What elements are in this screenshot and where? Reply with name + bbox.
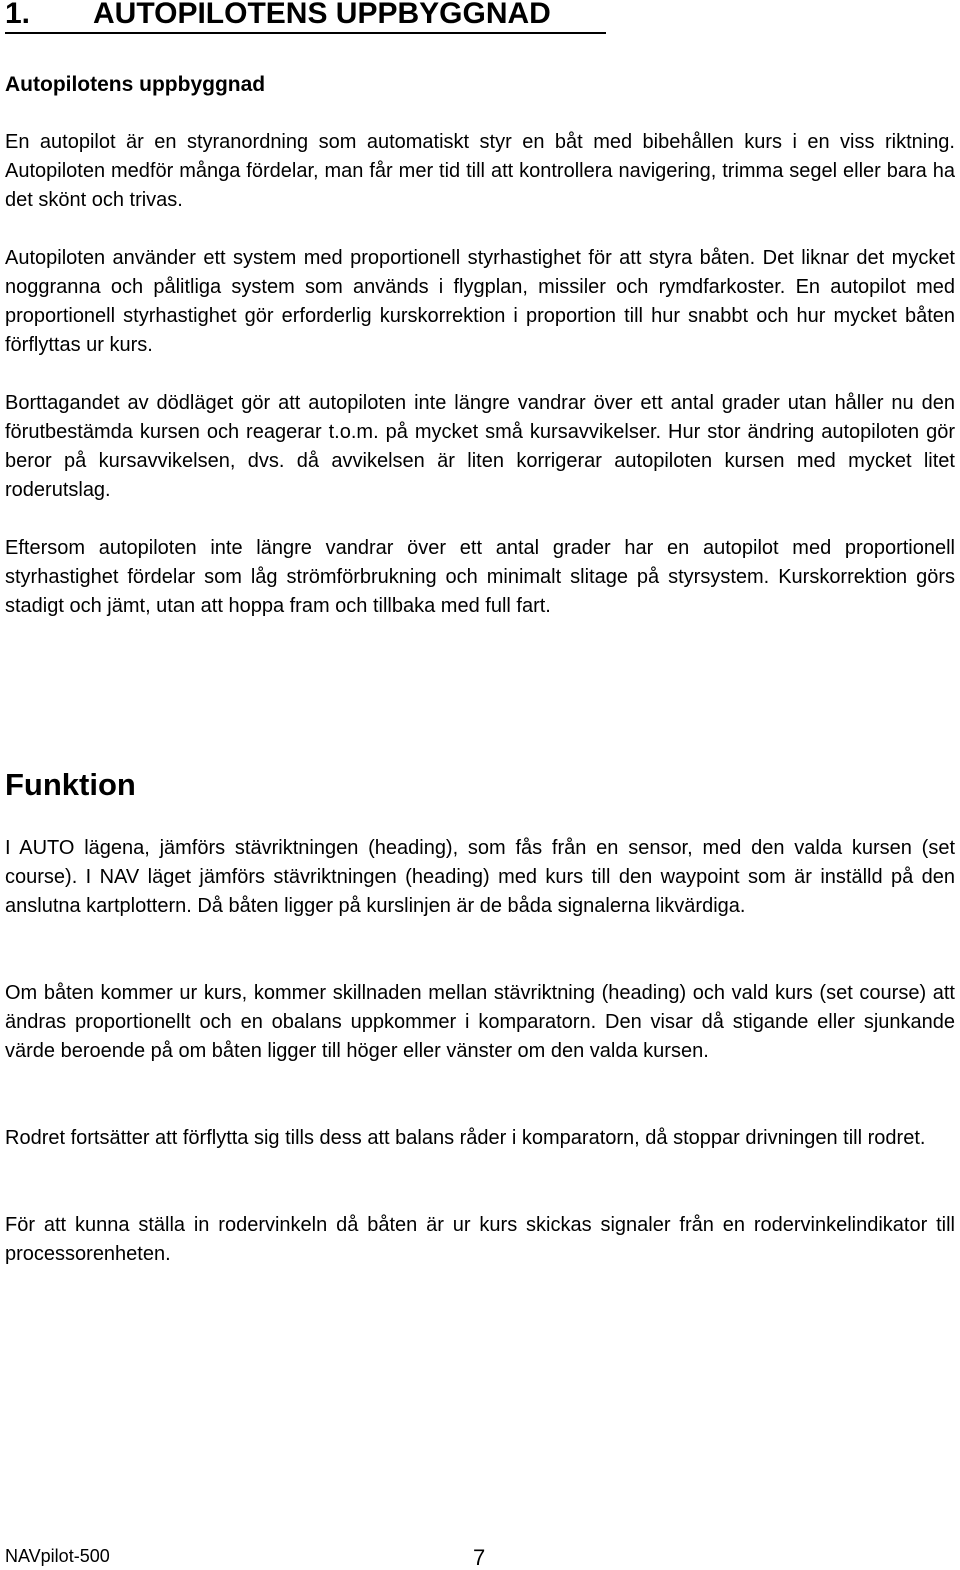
chapter-number: 1.: [5, 0, 31, 30]
paragraph-benefits: Eftersom autopiloten inte längre vandrar över ett antal grader har en autopilot med proportionell styrhastighet fördelar som låg strömförbrukning och minimalt slitage på styrsystem. Kurskorrektion görs stadigt och jämt, utan att hoppa fram och tillbaka med full fart.: [5, 537, 955, 617]
paragraph-deadband: Borttagandet av dödläget gör att autopiloten inte längre vandrar över ett antal grader utan håller nu den förutbestämda kursen och reagerar t.o.m. på mycket små kursavvikelser. Hur stor ändring autopiloten gör beror på kursavvikelsen, dvs. då avvikelsen är liten korrigerar autopiloten kursen med mycket litet roderutslag.: [5, 392, 955, 501]
paragraph-intro: En autopilot är en styranordning som automatiskt styr en båt med bibehållen kurs i en viss riktning. Autopiloten medför många fördelar, man får mer tid till att kontrollera navigering, trimma segel eller bara ha det skönt och trivas.: [5, 131, 955, 211]
paragraph-rudder: Rodret fortsätter att förflytta sig tills dess att balans råder i komparatorn, då stoppar drivningen till rodret.: [5, 1127, 926, 1149]
paragraph-comparator: Om båten kommer ur kurs, kommer skillnaden mellan stävriktning (heading) och vald kurs (set course) att ändras proportionellt och en obalans uppkommer i komparatorn. Den visar då stigande eller sjunkande värde beroende på om båten ligger till höger eller vänster om den valda kursen.: [5, 982, 955, 1062]
paragraph-proportional: Autopiloten använder ett system med proportionell styrhastighet för att styra båten. Det liknar det mycket noggranna och pålitliga system som används i flygplan, missiler och rymdfarkoster. En autopilot med proportionell styrhastighet gör erforderlig kurskorrektion i proportion till hur snabbt och hur mycket båten förflyttas ur kurs.: [5, 247, 955, 356]
paragraph-rudder-angle: För att kunna ställa in rodervinkeln då båten är ur kurs skickas signaler från en rodervinkelindikator till processorenheten.: [5, 1214, 955, 1265]
footer-product-name: NAVpilot-500: [5, 1546, 110, 1566]
section-subheading: Autopilotens uppbyggnad: [5, 73, 266, 96]
chapter-title: AUTOPILOTENS UPPBYGGNAD: [93, 0, 551, 30]
footer-page-number: 7: [473, 1545, 486, 1570]
chapter-heading: [5, 0, 606, 34]
funktion-heading: Funktion: [5, 767, 136, 802]
paragraph-auto-nav: I AUTO lägena, jämförs stävriktningen (heading), som fås från en sensor, med den valda kursen (set course). I NAV läget jämförs stävriktningen (heading) med kurs till den waypoint som är inställd på den anslutna kartplottern. Då båten ligger på kurslinjen är de båda signalerna likvärdiga.: [5, 837, 955, 917]
